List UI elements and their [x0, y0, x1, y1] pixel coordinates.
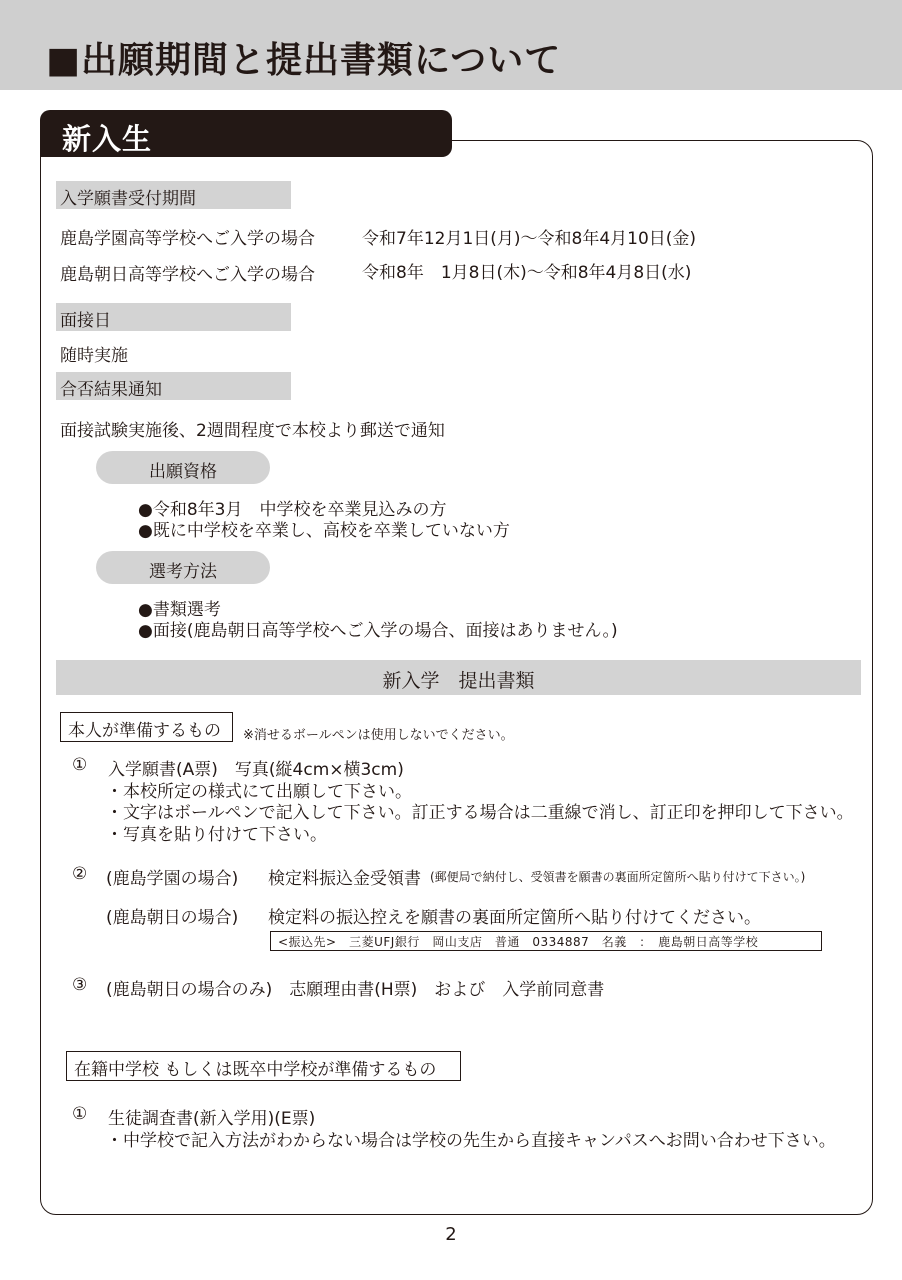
item2-number: ② — [72, 864, 88, 884]
period-label-asahi: 鹿島朝日高等学校へご入学の場合 — [60, 265, 315, 285]
item2-gakuen-main: 検定料振込金受領書 — [268, 869, 421, 889]
period-dates-gakuen: 令和7年12月1日(月)～令和8年4月10日(金) — [362, 229, 697, 249]
school-item-number: ① — [72, 1104, 88, 1124]
qualification-item: ●既に中学校を卒業し、高校を卒業していない方 — [138, 521, 510, 541]
period-dates-asahi: 令和8年 1月8日(木)～令和8年4月8日(水) — [362, 263, 692, 283]
interview-heading: 面接日 — [56, 303, 291, 331]
item2-gakuen-note: (郵便局で納付し、受領書を願書の裏面所定箇所へ貼り付けて下さい。) — [430, 870, 806, 884]
ballpoint-note: ※消せるボールペンは使用しないでください。 — [243, 728, 514, 743]
item1-note: ・写真を貼り付けて下さい。 — [106, 825, 327, 845]
item3-number: ③ — [72, 975, 88, 995]
item2-gakuen-label: (鹿島学園の場合) — [106, 869, 239, 889]
bank-transfer-info: <振込先> 三菱UFJ銀行 岡山支店 普通 0334887 名義 ： 鹿島朝日高等学校 — [270, 931, 822, 951]
result-heading: 合否結果通知 — [56, 372, 291, 400]
item1-title: 入学願書(A票) 写真(縦4cm×横3cm) — [108, 760, 404, 780]
period-label-gakuen: 鹿島学園高等学校へご入学の場合 — [60, 229, 315, 249]
item3-text: (鹿島朝日の場合のみ) 志願理由書(H票) および 入学前同意書 — [106, 980, 605, 1000]
item1-note: ・本校所定の様式にて出願して下さい。 — [106, 782, 412, 802]
selection-item: ●面接(鹿島朝日高等学校へご入学の場合、面接はありません。) — [138, 621, 618, 641]
application-period-heading: 入学願書受付期間 — [56, 181, 291, 209]
page-title: ■出願期間と提出書類について — [46, 40, 562, 81]
school-item-title: 生徒調査書(新入学用)(E票) — [108, 1109, 316, 1129]
item1-number: ① — [72, 755, 88, 775]
item2-asahi-main: 検定料の振込控えを願書の裏面所定箇所へ貼り付けてください。 — [268, 908, 761, 928]
item1-note: ・文字はボールペンで記入して下さい。訂正する場合は二重線で消し、訂正印を押印して下さい。 — [106, 803, 854, 823]
interview-text: 随時実施 — [60, 346, 128, 366]
section-tab-label: 新入生 — [62, 122, 153, 156]
selection-pill: 選考方法 — [96, 551, 270, 584]
selection-item: ●書類選考 — [138, 600, 221, 620]
school-item-note: ・中学校で記入方法がわからない場合は学校の先生から直接キャンパスへお問い合わせ下さい。 — [106, 1131, 836, 1151]
school-prepare-box: 在籍中学校 もしくは既卒中学校が準備するもの — [66, 1051, 461, 1081]
result-text: 面接試験実施後、2週間程度で本校より郵送で通知 — [60, 421, 445, 441]
self-prepare-box: 本人が準備するもの — [60, 712, 233, 742]
page-number: 2 — [445, 1224, 457, 1245]
qualification-item: ●令和8年3月 中学校を卒業見込みの方 — [138, 500, 447, 520]
documents-heading: 新入学 提出書類 — [56, 660, 861, 695]
item2-asahi-label: (鹿島朝日の場合) — [106, 908, 239, 928]
qualification-pill: 出願資格 — [96, 451, 270, 484]
